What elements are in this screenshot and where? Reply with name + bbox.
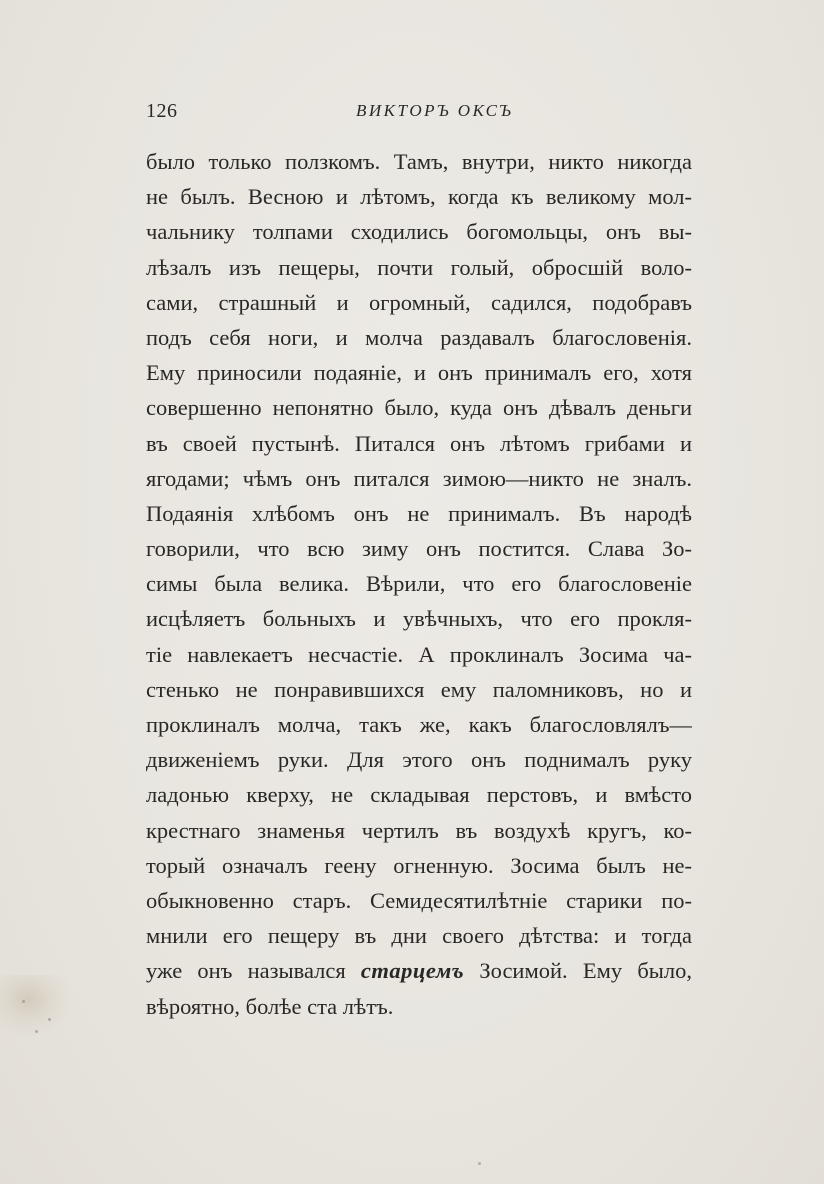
text-line: совершенно непонятно было, куда онъ дѣвалъ деньги [146, 395, 692, 421]
text-line: тіе навлекаетъ несчастіе. А проклиналъ Зосима ча- [146, 641, 692, 667]
text-line: мнили его пещеру въ дни своего дѣтства: и тогда [146, 923, 692, 949]
text-line: проклиналъ молча, такъ же, какъ благословлялъ— [146, 712, 692, 737]
paper-speck [478, 1162, 481, 1165]
text-line: движеніемъ руки. Для этого онъ поднималъ руку [146, 747, 692, 773]
text-line-with-italic [146, 953, 692, 988]
text-segment: Зосимой. Ему было, [464, 958, 692, 984]
text-line: не былъ. Весною и лѣтомъ, когда къ великому мол- [146, 184, 692, 210]
paper-stain [0, 975, 70, 1035]
text-line: ягодами; чѣмъ онъ питался зимою—никто не зналъ. [146, 465, 692, 491]
page-number: 126 [146, 100, 178, 122]
text-line: симы была велика. Вѣрили, что его благословеніе [146, 571, 692, 597]
text-segment: уже онъ назывался [146, 958, 361, 984]
running-head [146, 100, 682, 130]
paper-speck [48, 1018, 51, 1021]
text-line: Ему приносили подаяніе, и онъ принималъ его, хотя [146, 360, 692, 386]
last-text-line: вѣроятно, болѣе ста лѣтъ. [146, 993, 394, 1019]
text-line: сами, страшный и огромный, садился, подобравъ [146, 289, 692, 315]
running-title: ВИКТОРЪ ОКСЪ [356, 101, 514, 120]
text-line: лѣзалъ изъ пещеры, почти голый, обросшій воло- [146, 254, 692, 280]
text-line: обыкновенно старъ. Семидесятилѣтніе старики по- [146, 887, 692, 913]
text-line: ладонью кверху, не складывая перстовъ, и вмѣсто [146, 782, 692, 808]
text-line: исцѣляетъ больныхъ и увѣчныхъ, что его прокля- [146, 606, 692, 632]
text-line: подъ себя ноги, и молча раздавалъ благословенія. [146, 324, 692, 350]
text-line: чальнику толпами сходились богомольцы, онъ вы- [146, 219, 692, 245]
body-text [146, 144, 692, 1024]
text-line: было только ползкомъ. Тамъ, внутри, никто никогда [146, 149, 692, 174]
text-line: говорили, что всю зиму онъ постится. Слава Зо- [146, 536, 692, 562]
paper-speck [35, 1030, 38, 1033]
text-line: въ своей пустынѣ. Питался онъ лѣтомъ грибами и [146, 430, 692, 456]
paper-speck [22, 1000, 25, 1003]
text-line: стенько не понравившихся ему паломниковъ, но и [146, 676, 692, 702]
text-line: Подаянія хлѣбомъ онъ не принималъ. Въ народѣ [146, 500, 692, 526]
text-line: торый означалъ геену огненную. Зосима былъ не- [146, 852, 692, 878]
italic-word: старцемъ [360, 958, 465, 984]
text-line: крестнаго знаменья чертилъ въ воздухѣ кругъ, ко- [146, 817, 692, 843]
